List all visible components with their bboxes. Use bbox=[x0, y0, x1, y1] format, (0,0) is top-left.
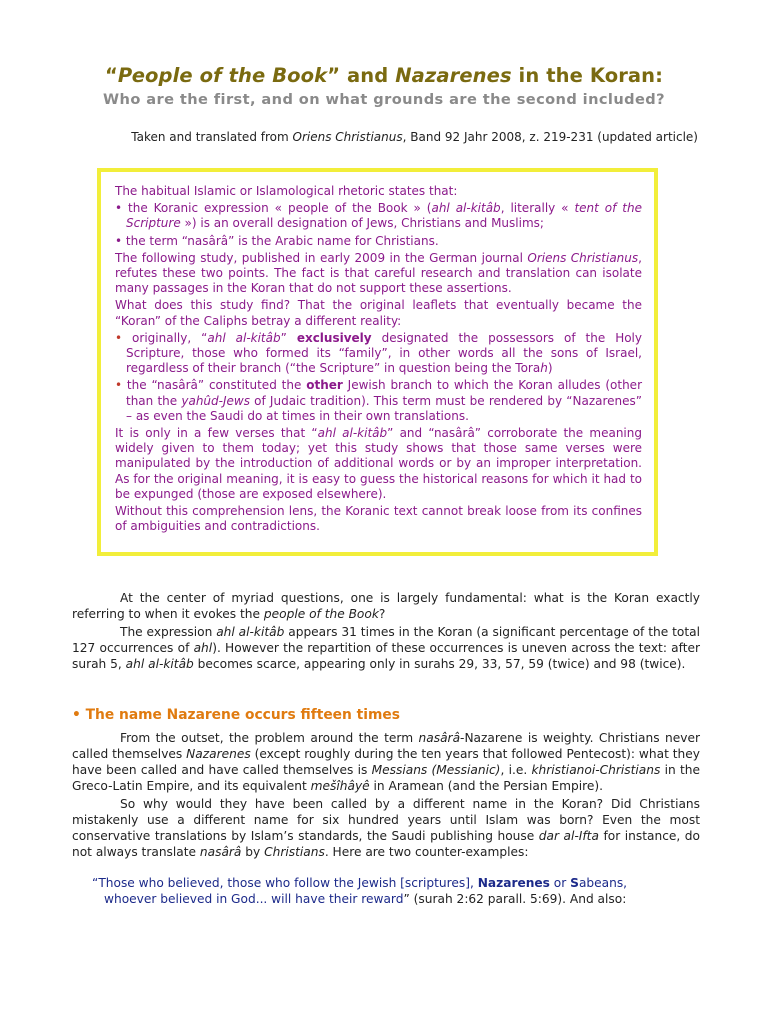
i2-mid2: ). However the repartition of these occurrences is uneven across the text: after surah 5, bbox=[72, 641, 700, 671]
section-paragraph-2 bbox=[72, 796, 700, 860]
b3-pre: originally, “ bbox=[122, 330, 208, 345]
section-text bbox=[72, 730, 700, 862]
page-subtitle: Who are the first, and on what grounds are the second included? bbox=[103, 91, 665, 108]
intro-paragraph-2 bbox=[72, 624, 700, 672]
b1-mid: , literally « bbox=[500, 201, 575, 216]
source-post: , Band 92 Jahr 2008, z. 219-231 (updated article) bbox=[402, 130, 698, 144]
quote-close: ” bbox=[403, 892, 410, 906]
i2-it2: ahl bbox=[193, 641, 213, 655]
i1-pre: At the center of myriad questions, one is largely fundamental: what is the Koran exactly referring to when it evokes the bbox=[72, 591, 700, 621]
box-paragraph-4 bbox=[115, 426, 642, 502]
i2-it1: ahl al-kitâb bbox=[216, 625, 285, 639]
i1-it: people of the Book bbox=[263, 607, 379, 621]
box-bullet-3 bbox=[115, 331, 642, 377]
title-in-the-koran: in the Koran: bbox=[511, 64, 664, 87]
s1-pre: From the outset, the problem around the term bbox=[120, 731, 419, 745]
b1-it1: ahl al-kitâb bbox=[431, 201, 501, 216]
s1-it1: nasârâ bbox=[418, 731, 461, 745]
quote-s: S bbox=[570, 876, 579, 890]
summary-box bbox=[97, 168, 658, 556]
quote-block bbox=[92, 875, 664, 907]
p2-post: , refutes these two points. The fact is that careful research and translation can isolate many passages in the Koran that do not support these assertions. bbox=[115, 250, 642, 296]
i2-post: becomes scarce, appearing only in surahs 29, 33, 57, 59 (twice) and 98 (twice). bbox=[193, 657, 686, 671]
box-intro: The habitual Islamic or Islamological rhetoric states that: bbox=[115, 184, 458, 198]
b3-bold: exclusively bbox=[296, 330, 372, 345]
s1-post: in Aramean (and the Persian Empire). bbox=[369, 779, 604, 793]
p4-pre: It is only in a few verses that “ bbox=[115, 426, 318, 441]
s2-it3: Christians bbox=[264, 845, 325, 859]
p4-it1: ahl al-kitâb bbox=[317, 426, 388, 441]
source-journal: Oriens Christianus bbox=[292, 130, 403, 144]
box-bullet-2: • the term “nasârâ” is the Arabic name for Christians. bbox=[115, 233, 439, 248]
i2-pre: The expression bbox=[120, 625, 217, 639]
b3-post: designated the possessors of the Holy Scripture, those who formed its “family”, in other words all the sons of Israel, regardless of their branch (“the Scripture” in question being the Tora bbox=[126, 330, 642, 376]
source-citation bbox=[131, 130, 698, 144]
s1-mid4: in the Greco-Latin Empire, and its equivalent bbox=[72, 763, 700, 793]
b1-post: ») is an overall designation of Jews, Christians and Muslims; bbox=[180, 216, 544, 231]
intro-paragraph-1 bbox=[72, 590, 700, 622]
p2-it: Oriens Christianus bbox=[527, 250, 639, 265]
title-nazarenes: Nazarenes bbox=[395, 64, 512, 87]
b4-pre: the “nasârâ” constituted the bbox=[122, 378, 307, 393]
s2-mid: for instance, do not always translate bbox=[72, 829, 700, 859]
s1-it3: Messians (Messianic) bbox=[371, 763, 501, 777]
b3-it: ahl al-kitâb bbox=[207, 330, 281, 345]
b4-bold: other bbox=[306, 378, 343, 393]
s2-post: . Here are two counter-examples: bbox=[324, 845, 529, 859]
b4-mid: Jewish branch to which the Koran alludes (other than the bbox=[126, 378, 642, 408]
quote-mid: or bbox=[549, 876, 571, 890]
b4-it: yahûd-Jews bbox=[181, 393, 250, 408]
b3-mid: ” bbox=[280, 330, 297, 345]
box-paragraph-2 bbox=[115, 251, 642, 297]
title-people-of-the-book: People of the Book bbox=[117, 64, 328, 87]
section-paragraph-1 bbox=[72, 730, 700, 794]
b1-it2: tent of the Scripture bbox=[126, 201, 642, 231]
p2-pre: The following study, published in early 2009 in the German journal bbox=[115, 250, 528, 265]
quote-open: “Those who believed, those who follow the Jewish [scriptures], bbox=[92, 876, 478, 890]
s1-it4: khristianoi-Christians bbox=[531, 763, 661, 777]
s1-it2: Nazarenes bbox=[186, 747, 251, 761]
page-title bbox=[0, 64, 768, 87]
box-paragraph-5: Without this comprehension lens, the Koranic text cannot break loose from its confines of ambiguities and contradictions. bbox=[115, 504, 642, 534]
s2-it2: nasârâ bbox=[199, 845, 242, 859]
section-heading: • The name Nazarene occurs fifteen times bbox=[72, 707, 400, 723]
s2-pre: So why would they have been called by a different name in the Koran? Did Christians mistakenly use a different name for six hundred years until Islam was born? Even the most conservative translations by Islam’s standards, the Saudi publishing house bbox=[72, 797, 700, 843]
intro-text bbox=[72, 590, 700, 674]
s1-it5: mešîhâyê bbox=[310, 779, 370, 793]
title-quote-close: ” bbox=[327, 64, 341, 87]
b4-post: of Judaic tradition). This term must be rendered by “Nazarenes” – as even the Saudi do at times in their own translations. bbox=[126, 393, 642, 423]
title-and: and bbox=[340, 64, 396, 87]
b3-dot: • bbox=[115, 330, 123, 345]
title-quote-open: “ bbox=[104, 64, 118, 87]
b4-dot: • bbox=[115, 378, 123, 393]
i1-post: ? bbox=[378, 607, 386, 621]
i2-mid1: appears 31 times in the Koran (a significant percentage of the total 127 occurrences of bbox=[72, 625, 700, 655]
box-paragraph-3: What does this study find? That the original leaflets that eventually became the “Koran” of the Caliphs betray a different reality: bbox=[115, 298, 642, 328]
title-block bbox=[0, 64, 768, 108]
quote-rest: abeans, whoever believed in God... will have their reward bbox=[104, 876, 628, 906]
s1-mid1: -Nazarene is weighty. Christians never called themselves bbox=[72, 731, 700, 761]
source-pre: Taken and translated from bbox=[131, 130, 293, 144]
p4-mid: ” and “nasârâ” corroborate the meaning widely given to them today; yet this study shows that those same verses were manipulated by the introduction of additional words or by an improper interpretation. As for the original meaning, it is easy to guess the historical reasons for which it had to be expunged (those are exposed elsewhere). bbox=[115, 426, 642, 501]
box-bullet-4 bbox=[115, 378, 642, 424]
s2-it1: dar al-Ifta bbox=[538, 829, 599, 843]
s2-mid2: by bbox=[241, 845, 265, 859]
s1-mid3: , i.e. bbox=[500, 763, 532, 777]
quote-reference: (surah 2:62 parall. 5:69). And also: bbox=[409, 892, 627, 906]
s1-mid2: (except roughly during the ten years that followed Pentecost): what they have been called and have called themselves is bbox=[72, 747, 700, 777]
b3-it2: h bbox=[540, 361, 548, 376]
b3-end: ) bbox=[547, 361, 553, 376]
quote-nazarenes: Nazarenes bbox=[477, 876, 550, 890]
b1-pre: • the Koranic expression « people of the Book » ( bbox=[115, 201, 432, 216]
box-bullet-1 bbox=[115, 201, 642, 231]
i2-it3: ahl al-kitâb bbox=[125, 657, 194, 671]
